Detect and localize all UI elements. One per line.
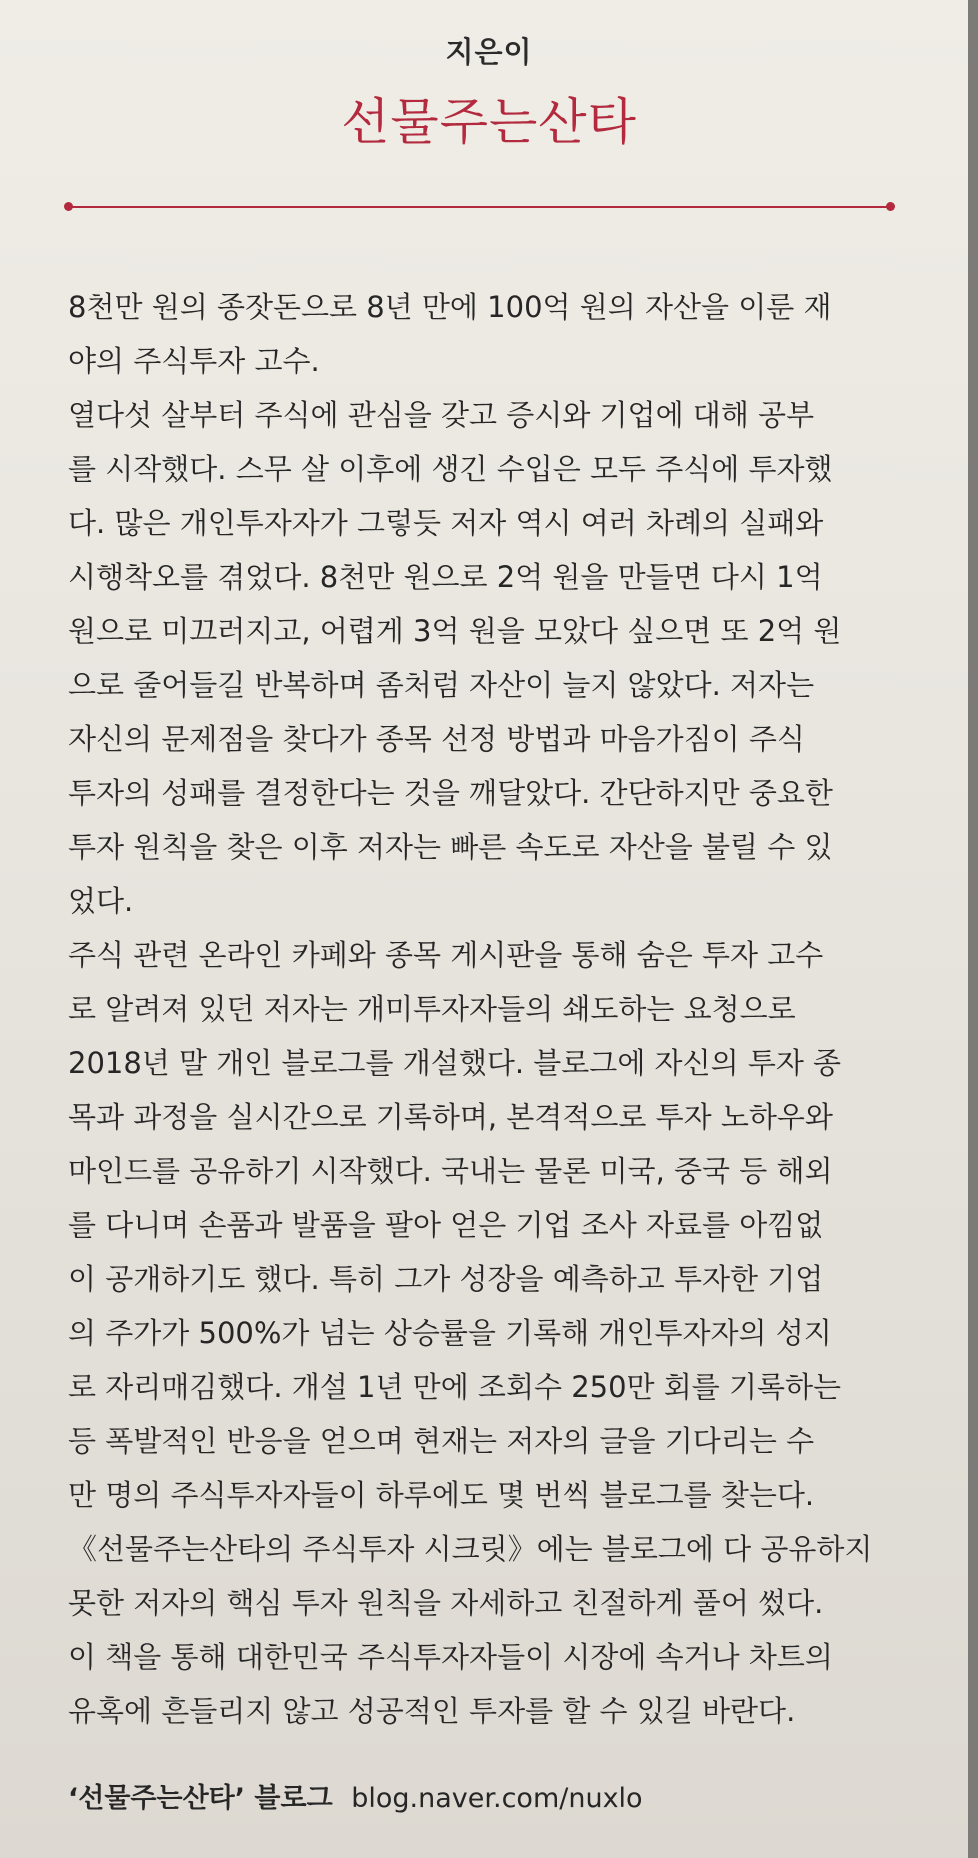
bio-line: 못한 저자의 핵심 투자 원칙을 자세하고 친절하게 풀어 썼다.: [68, 1586, 824, 1620]
bio-line: 원으로 미끄러지고, 어렵게 3억 원을 모았다 싶으면 또 2억 원: [68, 614, 842, 648]
bio-line: 투자 원칙을 찾은 이후 저자는 빠른 속도로 자산을 불릴 수 있: [68, 830, 833, 864]
blog-footer: [68, 1776, 928, 1815]
bio-line: 시행착오를 겪었다. 8천만 원으로 2억 원을 만들면 다시 1억: [68, 560, 823, 594]
bio-line: 자신의 문제점을 찾다가 종목 선정 방법과 마음가짐이 주식: [68, 722, 805, 756]
bio-line: 로 자리매김했다. 개설 1년 만에 조회수 250만 회를 기록하는: [68, 1370, 842, 1404]
divider-dot-left: [64, 202, 73, 211]
bio-line: 었다.: [68, 884, 134, 918]
bio-line: 목과 과정을 실시간으로 기록하며, 본격적으로 투자 노하우와: [68, 1100, 833, 1134]
bio-line: 유혹에 흔들리지 않고 성공적인 투자를 할 수 있길 바란다.: [68, 1694, 796, 1728]
divider-dot-right: [886, 202, 895, 211]
page-edge: [968, 0, 978, 1858]
bio-line: 으로 줄어들길 반복하며 좀처럼 자산이 늘지 않았다. 저자는: [68, 668, 815, 702]
blog-url: blog.naver.com/nuxlo: [351, 1783, 643, 1814]
blog-label: ‘선물주는산타’ 블로그: [68, 1783, 333, 1814]
bio-line: 8천만 원의 종잣돈으로 8년 만에 100억 원의 자산을 이룬 재: [68, 290, 832, 324]
bio-line: 투자의 성패를 결정한다는 것을 깨달았다. 간단하지만 중요한: [68, 776, 833, 810]
bio-line: 등 폭발적인 반응을 얻으며 현재는 저자의 글을 기다리는 수: [68, 1424, 815, 1458]
bio-line: 를 다니며 손품과 발품을 팔아 얻은 기업 조사 자료를 아낌없: [68, 1208, 824, 1242]
bio-line: 열다섯 살부터 주식에 관심을 갖고 증시와 기업에 대해 공부: [68, 398, 815, 432]
bio-line: 마인드를 공유하기 시작했다. 국내는 물론 미국, 중국 등 해외: [68, 1154, 833, 1188]
bio-line: 를 시작했다. 스무 살 이후에 생긴 수입은 모두 주식에 투자했: [68, 452, 833, 486]
bio-line: 《선물주는산타의 주식투자 시크릿》에는 블로그에 다 공유하지: [68, 1532, 873, 1566]
bio-line: 야의 주식투자 고수.: [68, 344, 320, 378]
bio-line: 이 책을 통해 대한민국 주식투자자들이 시장에 속거나 차트의: [68, 1640, 833, 1674]
bio-line: 로 알려져 있던 저자는 개미투자자들의 쇄도하는 요청으로: [68, 992, 796, 1026]
bio-text: [68, 280, 914, 1738]
bio-line: 만 명의 주식투자자들이 하루에도 몇 번씩 블로그를 찾는다.: [68, 1478, 815, 1512]
bio-line: 주식 관련 온라인 카페와 종목 게시판을 통해 숨은 투자 고수: [68, 938, 824, 972]
bio-line: 다. 많은 개인투자자가 그렇듯 저자 역시 여러 차례의 실패와: [68, 506, 824, 540]
section-label: 지은이: [445, 35, 533, 69]
bio-line: 이 공개하기도 했다. 특히 그가 성장을 예측하고 투자한 기업: [68, 1262, 824, 1296]
author-name: 선물주는산타: [341, 93, 637, 151]
divider-line: [68, 206, 890, 208]
bio-line: 의 주가가 500%가 넘는 상승률을 기록해 개인투자자의 성지: [68, 1316, 832, 1350]
bio-line: 2018년 말 개인 블로그를 개설했다. 블로그에 자신의 투자 종: [68, 1046, 842, 1080]
